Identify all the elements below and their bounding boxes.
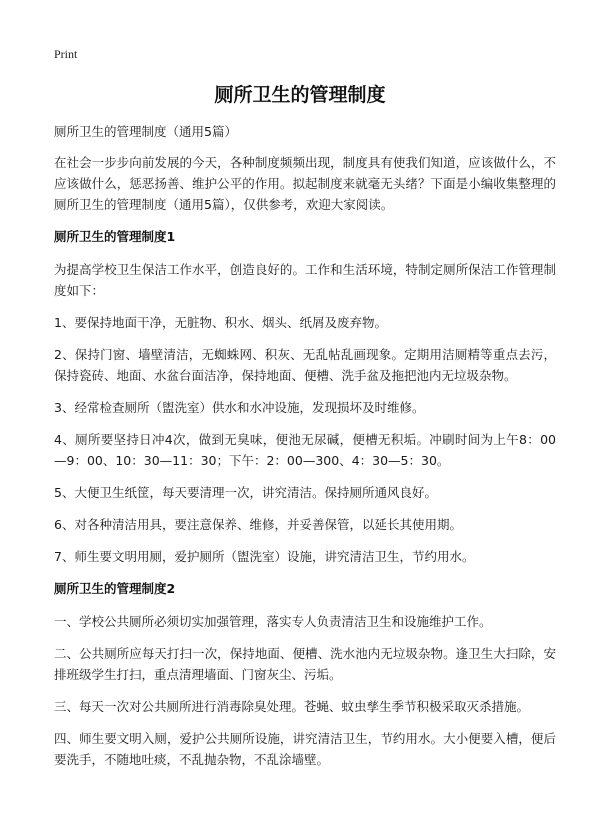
section-paragraph: 6、对各种清洁用具，要注意保养、维修，并妥善保管，以延长其使用期。 [54, 517, 462, 532]
section-paragraph: 5、大便卫生纸筐，每天要清理一次，讲究清洁。保持厕所通风良好。 [54, 485, 437, 500]
page-title: 厕所卫生的管理制度 [214, 84, 386, 106]
section-paragraph: 为提高学校卫生保洁工作水平，创造良好的。工作和生活环境，特制定厕所保洁工作管理制度如下： [54, 262, 556, 298]
section-1 [54, 226, 556, 567]
section-paragraph: 二、公共厕所应每天打扫一次，保持地面、便槽、洗水池内无垃圾杂物。逢卫生大扫除，安排班级学生打扫，重点清理墙面、门窗灰尘、污垢。 [54, 646, 556, 682]
section-paragraph: 一、学校公共厕所必须切实加强管理，落实专人负责清洁卫生和设施维护工作。 [54, 614, 492, 629]
section-paragraph: 四、师生要文明入厕，爱护公共厕所设施，讲究清洁卫生，节约用水。大小便要入槽，便后要洗手，不随地吐痰，不乱抛杂物，不乱涂墙壁。 [54, 731, 556, 767]
document-body [54, 121, 556, 781]
section-paragraph: 三、每天一次对公共厕所进行消毒除臭处理。苍蝇、蚊虫孳生季节积极采取灭杀措施。 [54, 699, 530, 714]
section-heading: 厕所卫生的管理制度2 [54, 581, 176, 596]
section-paragraph: 7、师生要文明用厕，爱护厕所（盥洗室）设施，讲究清洁卫生，节约用水。 [54, 549, 475, 564]
print-link[interactable]: Print [54, 47, 78, 61]
section-2 [54, 578, 556, 770]
section-paragraph: 1、要保持地面干净，无脏物、积水、烟头、纸屑及废弃物。 [54, 315, 387, 330]
section-paragraph: 2、保持门窗、墙壁清洁，无蜘蛛网、积灰、无乱帖乱画现象。定期用洁厕精等重点去污，保持瓷砖、地面、水盆台面洁净，保持地面、便槽、洗手盆及拖把池内无垃圾杂物。 [54, 347, 556, 383]
section-paragraph: 4、厕所要坚持日冲4次，做到无臭味，便池无尿碱，便槽无积垢。冲刷时间为上午8：00—9：00、10：30—11：30；下午：2：00—300、4：30—5：30。 [54, 432, 556, 468]
document-subtitle: 厕所卫生的管理制度（通用5篇） [54, 124, 237, 139]
section-heading: 厕所卫生的管理制度1 [54, 229, 176, 244]
section-paragraph: 3、经常检查厕所（盥洗室）供水和水冲设施，发现损坏及时维修。 [54, 400, 425, 415]
intro-paragraph: 在社会一步步向前发展的今天，各种制度频频出现，制度具有使我们知道，应该做什么，不应该做什么，惩恶扬善、维护公平的作用。拟起制度来就毫无头绪？下面是小编收集整理的厕所卫生的管理制度（通用5篇），仅供参考，欢迎大家阅读。 [54, 155, 556, 212]
